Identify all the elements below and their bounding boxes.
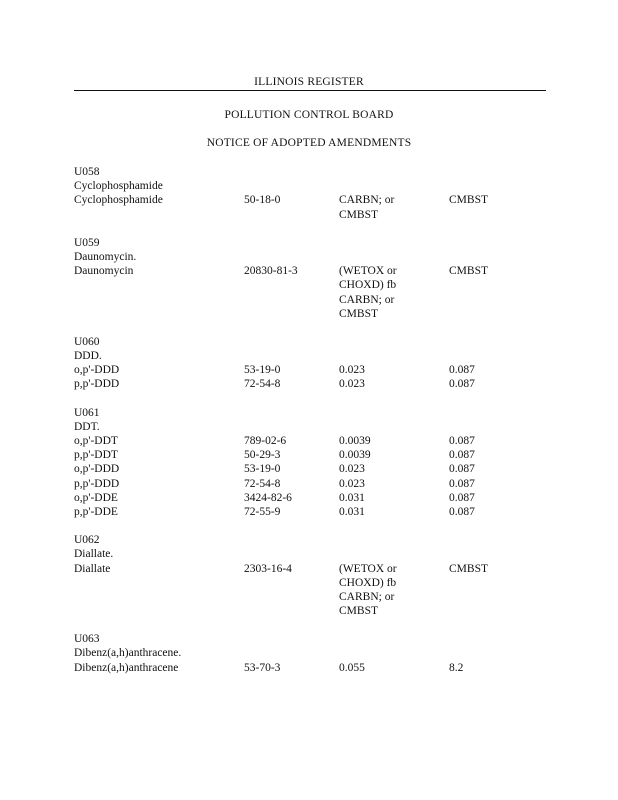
nonwastewater-standard xyxy=(449,363,546,377)
constituent-name: Daunomycin xyxy=(74,265,134,278)
wastewater-standard-line: CARBN; or xyxy=(339,590,395,603)
nonwastewater-standard-line: 0.087 xyxy=(449,463,475,476)
constituent-name: o,p'-DDT xyxy=(74,435,118,447)
wastewater-standard-line: CHOXD) fb xyxy=(339,576,397,589)
nonwastewater-standard xyxy=(449,377,546,391)
wastewater-standard-line: CMBST xyxy=(339,307,378,320)
wastewater-standard xyxy=(339,193,449,221)
wastewater-standard xyxy=(339,363,449,377)
wastewater-standard-line: CMBST xyxy=(339,605,378,618)
waste-name: Diallate. xyxy=(74,548,114,561)
waste-name: Dibenz(a,h)anthracene. xyxy=(74,647,182,660)
wastewater-standard-line: (WETOX or xyxy=(339,562,397,575)
wastewater-standard xyxy=(339,462,449,476)
constituent-name: o,p'-DDD xyxy=(74,364,120,377)
nonwastewater-standard-line: 0.087 xyxy=(449,364,475,377)
cas-number: 3424-82-6 xyxy=(244,491,292,504)
constituent-name: p,p'-DDE xyxy=(74,505,118,518)
wastewater-standard-line: CARBN; or xyxy=(339,194,395,207)
wastewater-standard xyxy=(339,562,449,619)
wastewater-standard xyxy=(339,477,449,491)
constituent-name: Diallate xyxy=(74,562,111,575)
cas-number: 72-54-8 xyxy=(244,477,281,490)
nonwastewater-standard-line: CMBST xyxy=(449,562,488,575)
nonwastewater-standard-line: 0.087 xyxy=(449,505,475,518)
nonwastewater-standard xyxy=(449,477,546,491)
wastewater-standard-line: CARBN; or xyxy=(339,293,395,306)
cas-number: 789-02-6 xyxy=(244,435,287,447)
nonwastewater-standard-line: 0.087 xyxy=(449,449,475,462)
waste-code: U062 xyxy=(74,534,100,547)
constituent-row xyxy=(74,448,546,462)
wastewater-standard-line: 0.055 xyxy=(339,661,365,674)
waste-code-table xyxy=(74,165,546,689)
nonwastewater-standard xyxy=(449,505,546,519)
nonwastewater-standard-line: 0.087 xyxy=(449,477,475,490)
nonwastewater-standard xyxy=(449,462,546,476)
constituent-name: p,p'-DDD xyxy=(74,477,120,490)
wastewater-standard-line: CHOXD) fb xyxy=(339,279,397,292)
wastewater-standard-line: CMBST xyxy=(339,208,378,221)
waste-code: U060 xyxy=(74,335,100,348)
wastewater-standard xyxy=(339,377,449,391)
constituent-name: Dibenz(a,h)anthracene xyxy=(74,661,179,674)
nonwastewater-standard-line: CMBST xyxy=(449,194,488,207)
constituent-row xyxy=(74,505,546,519)
constituent-row xyxy=(74,264,546,321)
wastewater-standard-line: 0.0039 xyxy=(339,449,371,462)
waste-code: U059 xyxy=(74,236,100,249)
nonwastewater-standard-line: 8.2 xyxy=(449,661,464,674)
constituent-row xyxy=(74,477,546,491)
wastewater-standard xyxy=(339,434,449,448)
nonwastewater-standard xyxy=(449,491,546,505)
nonwastewater-standard xyxy=(449,434,546,448)
nonwastewater-standard xyxy=(449,562,546,576)
cas-number: 50-29-3 xyxy=(244,449,281,462)
waste-name: DDD. xyxy=(74,350,102,363)
nonwastewater-standard-line: CMBST xyxy=(449,265,488,278)
nonwastewater-standard-line: 0.087 xyxy=(449,435,475,447)
constituent-row xyxy=(74,193,546,221)
cas-number: 53-19-0 xyxy=(244,364,281,377)
constituent-row xyxy=(74,377,546,391)
notice-title: NOTICE OF ADOPTED AMENDMENTS xyxy=(206,137,412,149)
wastewater-standard xyxy=(339,491,449,505)
constituent-row xyxy=(74,434,546,448)
waste-code-group xyxy=(74,632,546,675)
nonwastewater-standard xyxy=(449,193,546,207)
cas-number: 2303-16-4 xyxy=(244,562,292,575)
cas-number: 72-55-9 xyxy=(244,505,281,518)
wastewater-standard-line: (WETOX or xyxy=(339,265,397,278)
constituent-name: o,p'-DDE xyxy=(74,491,118,504)
cas-number: 20830-81-3 xyxy=(244,265,298,278)
wastewater-standard xyxy=(339,661,449,675)
waste-code-group xyxy=(74,533,546,618)
wastewater-standard-line: 0.031 xyxy=(339,505,365,518)
constituent-name: p,p'-DDD xyxy=(74,378,120,391)
waste-name: Cyclophosphamide xyxy=(74,180,163,193)
constituent-row xyxy=(74,562,546,619)
cas-number: 50-18-0 xyxy=(244,194,281,207)
constituent-row xyxy=(74,661,546,675)
wastewater-standard-line: 0.0039 xyxy=(339,435,371,447)
cas-number: 72-54-8 xyxy=(244,378,281,391)
constituent-row xyxy=(74,491,546,505)
wastewater-standard-line: 0.023 xyxy=(339,364,365,377)
waste-code: U063 xyxy=(74,633,100,646)
header-rule xyxy=(74,90,546,91)
waste-code-group xyxy=(74,165,546,222)
register-title: ILLINOIS REGISTER xyxy=(254,76,364,88)
nonwastewater-standard xyxy=(449,448,546,462)
wastewater-standard xyxy=(339,448,449,462)
wastewater-standard xyxy=(339,264,449,321)
nonwastewater-standard xyxy=(449,264,546,278)
wastewater-standard xyxy=(339,505,449,519)
constituent-name: o,p'-DDD xyxy=(74,463,120,476)
constituent-name: p,p'-DDT xyxy=(74,449,118,462)
waste-code-group xyxy=(74,335,546,392)
wastewater-standard-line: 0.023 xyxy=(339,463,365,476)
constituent-name: Cyclophosphamide xyxy=(74,194,163,207)
constituent-row xyxy=(74,363,546,377)
waste-name: Daunomycin. xyxy=(74,250,137,263)
waste-code: U058 xyxy=(74,166,100,178)
cas-number: 53-70-3 xyxy=(244,661,281,674)
cas-number: 53-19-0 xyxy=(244,463,281,476)
wastewater-standard-line: 0.031 xyxy=(339,491,365,504)
waste-name: DDT. xyxy=(74,420,100,433)
nonwastewater-standard-line: 0.087 xyxy=(449,491,475,504)
nonwastewater-standard xyxy=(449,661,546,675)
wastewater-standard-line: 0.023 xyxy=(339,477,365,490)
nonwastewater-standard-line: 0.087 xyxy=(449,378,475,391)
board-name: POLLUTION CONTROL BOARD xyxy=(224,109,394,121)
waste-code-group xyxy=(74,236,546,321)
constituent-row xyxy=(74,462,546,476)
wastewater-standard-line: 0.023 xyxy=(339,378,365,391)
waste-code: U061 xyxy=(74,406,100,419)
waste-code-group xyxy=(74,406,546,520)
